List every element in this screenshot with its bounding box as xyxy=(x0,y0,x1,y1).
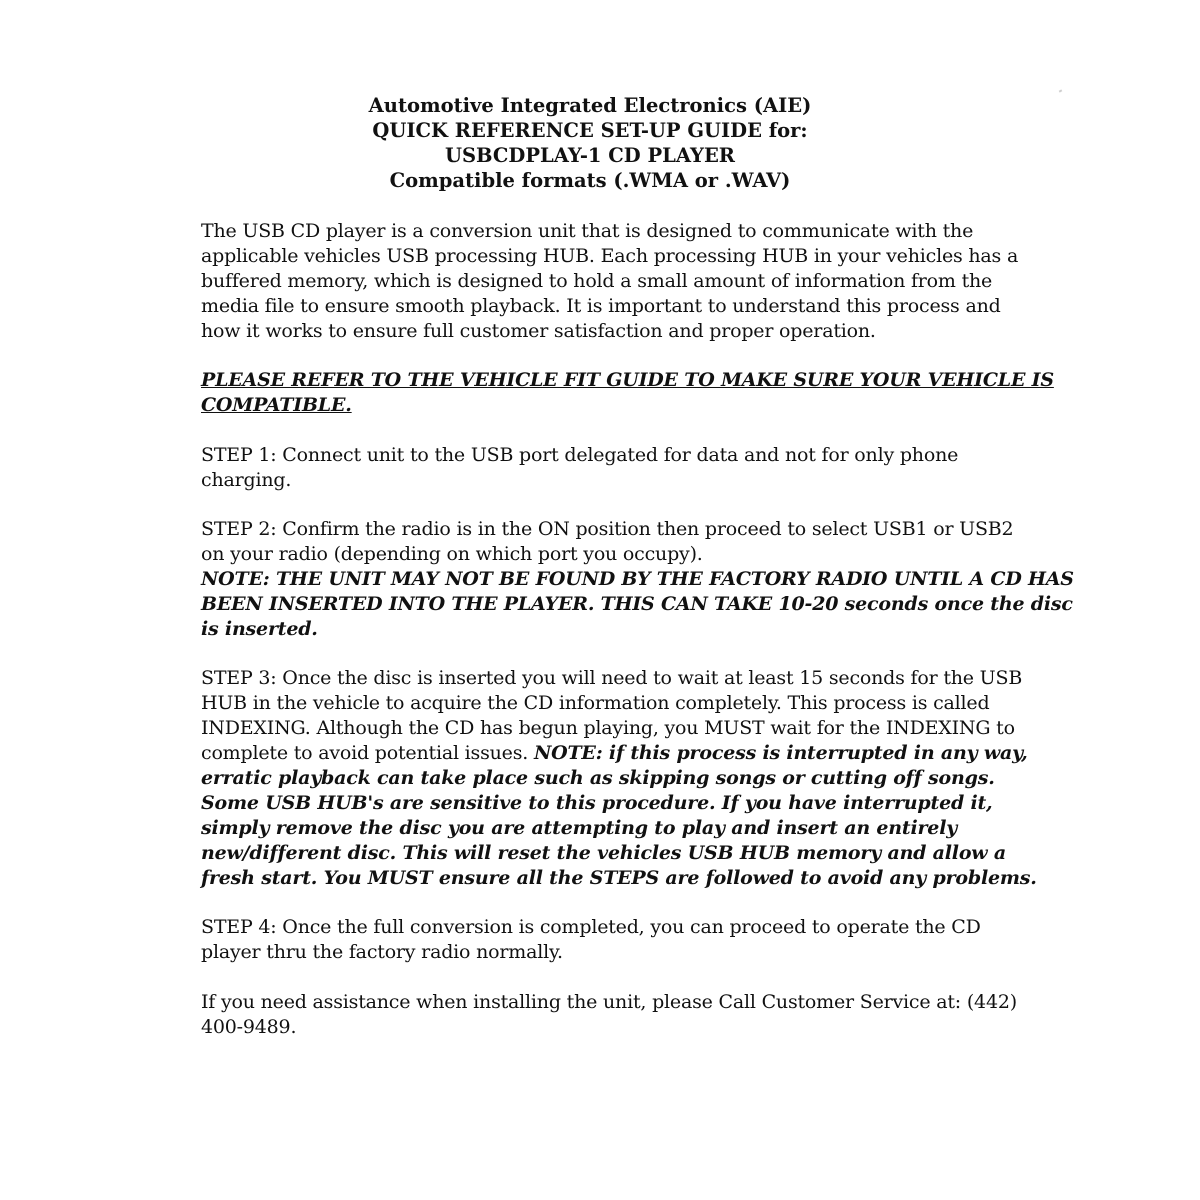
intro-line: media file to ensure smooth playback. It is important to understand this process and xyxy=(201,295,1001,317)
header-product: USBCDPLAY-1 CD PLAYER xyxy=(444,144,736,167)
document-header xyxy=(200,93,980,193)
contact-paragraph xyxy=(201,990,1017,1040)
step-1 xyxy=(201,443,991,493)
step3-note-line: new/different disc. This will reset the vehicles USB HUB memory and allow a xyxy=(201,842,1006,864)
header-company: Automotive Integrated Electronics (AIE) xyxy=(368,94,812,117)
step3-line: HUB in the vehicle to acquire the CD information completely. This process is called xyxy=(201,692,990,714)
step3-note-start: NOTE: if this process is interrupted in any way, xyxy=(533,742,1028,764)
step2-note-line: BEEN INSERTED INTO THE PLAYER. THIS CAN TAKE 10-20 seconds once the disc xyxy=(201,593,1073,615)
scan-speck xyxy=(1059,89,1063,92)
step3-plain-text: complete to avoid potential issues. xyxy=(201,742,534,764)
step3-note-line: simply remove the disc you are attempting to play and insert an entirely xyxy=(201,817,958,839)
step2-note-line: is inserted. xyxy=(201,618,318,640)
contact-line: If you need assistance when installing the unit, please Call Customer Service at: (442) xyxy=(201,991,1017,1013)
step-2 xyxy=(201,517,1074,642)
contact-line: 400-9489. xyxy=(201,1016,297,1038)
step3-line xyxy=(201,741,1028,766)
step2-note-line: NOTE: THE UNIT MAY NOT BE FOUND BY THE FACTORY RADIO UNTIL A CD HAS xyxy=(201,568,1074,590)
intro-line: buffered memory, which is designed to hold a small amount of information from the xyxy=(201,270,993,292)
step4-line: player thru the factory radio normally. xyxy=(201,941,563,963)
compat-line: COMPATIBLE. xyxy=(201,394,352,416)
compat-line: PLEASE REFER TO THE VEHICLE FIT GUIDE TO MAKE SURE YOUR VEHICLE IS xyxy=(201,369,1054,391)
intro-line: The USB CD player is a conversion unit that is designed to communicate with the xyxy=(201,220,974,242)
step1-line: STEP 1: Connect unit to the USB port delegated for data and not for only phone xyxy=(201,444,959,466)
header-guide-title: QUICK REFERENCE SET-UP GUIDE for: xyxy=(372,119,808,142)
step3-line: STEP 3: Once the disc is inserted you will need to wait at least 15 seconds for the USB xyxy=(201,667,1023,689)
header-formats: Compatible formats (.WMA or .WAV) xyxy=(389,169,791,192)
intro-line: how it works to ensure full customer satisfaction and proper operation. xyxy=(201,320,876,342)
step3-note-line: fresh start. You MUST ensure all the STEPS are followed to avoid any problems. xyxy=(201,867,1037,889)
step4-line: STEP 4: Once the full conversion is completed, you can proceed to operate the CD xyxy=(201,916,981,938)
step3-note-line: Some USB HUB's are sensitive to this procedure. If you have interrupted it, xyxy=(201,792,993,814)
intro-line: applicable vehicles USB processing HUB. Each processing HUB in your vehicles has a xyxy=(201,245,1019,267)
intro-paragraph xyxy=(201,219,1019,344)
step-4 xyxy=(201,915,991,965)
step3-note-line: erratic playback can take place such as skipping songs or cutting off songs. xyxy=(201,767,995,789)
step2-line: STEP 2: Confirm the radio is in the ON position then proceed to select USB1 or USB2 xyxy=(201,518,1014,540)
step3-line: INDEXING. Although the CD has begun playing, you MUST wait for the INDEXING to xyxy=(201,717,1015,739)
step2-line: on your radio (depending on which port you occupy). xyxy=(201,543,703,565)
step-3 xyxy=(201,666,1037,891)
step1-line: charging. xyxy=(201,469,292,491)
compatibility-notice xyxy=(201,368,1054,418)
